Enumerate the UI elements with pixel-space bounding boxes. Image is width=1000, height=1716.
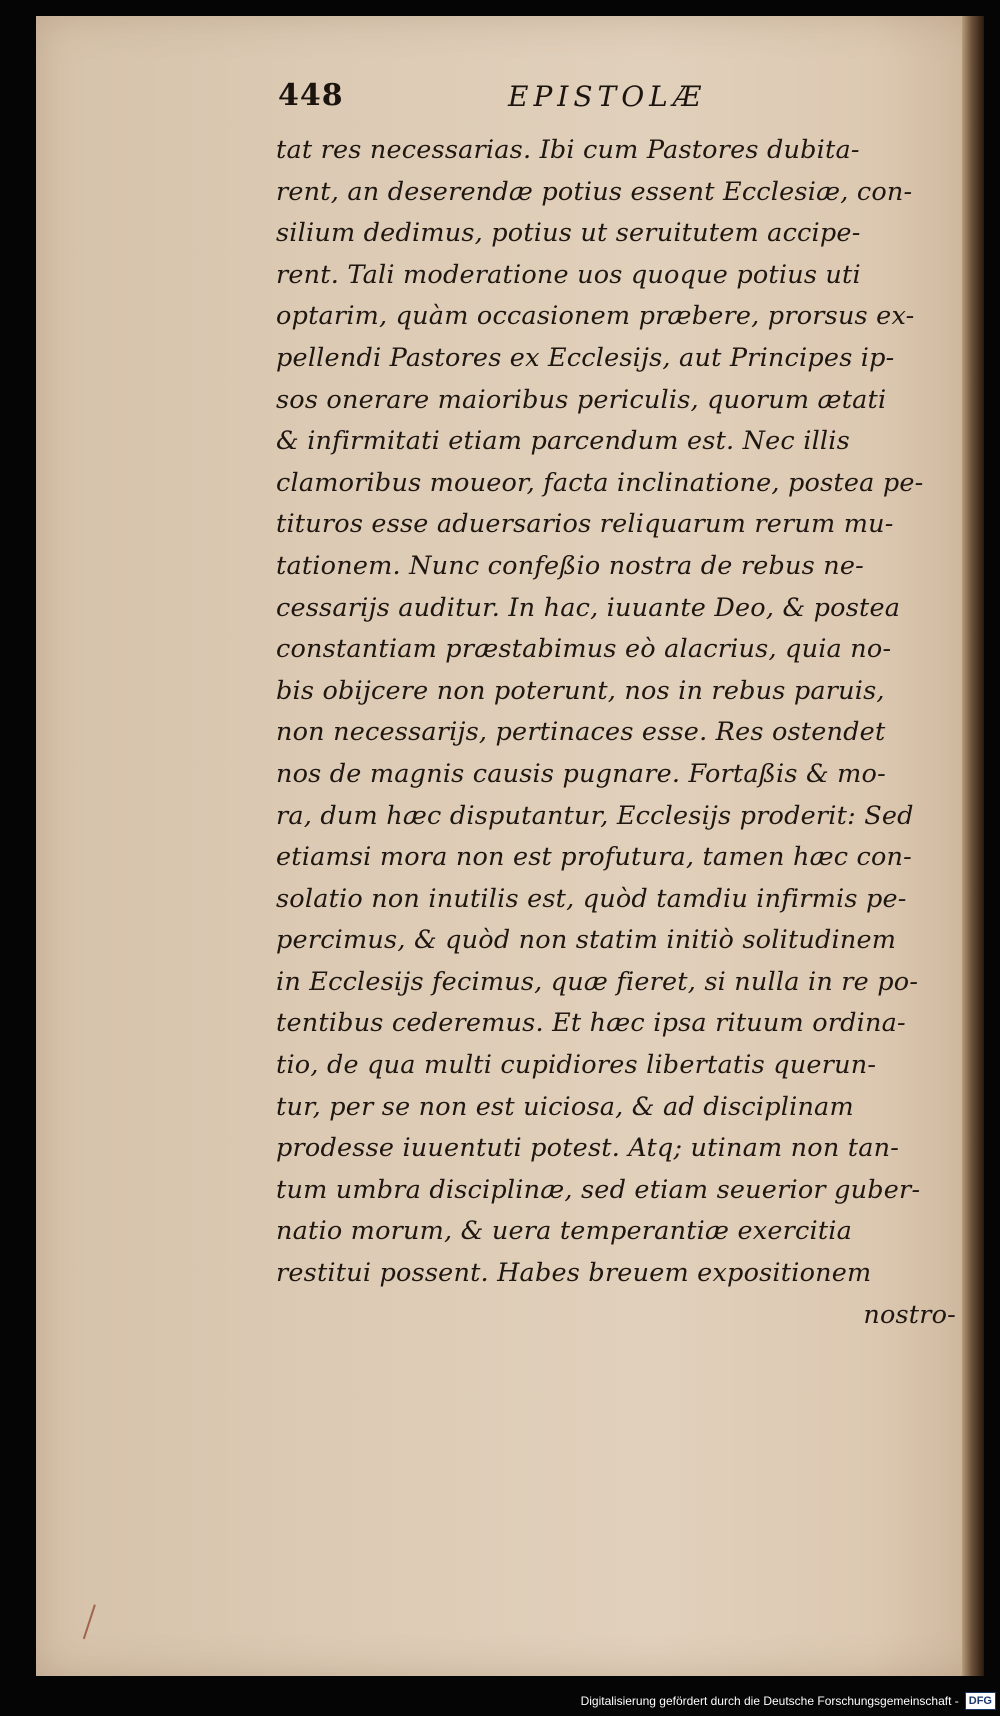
text-line: tationem. Nunc confeßio nostra de rebus ne-	[276, 550, 864, 581]
text-line: tio, de qua multi cupidiores libertatis querun-	[276, 1050, 877, 1081]
text-line: rent, an deserendæ potius essent Ecclesiæ, con-	[276, 176, 913, 207]
text-line: tum umbra disciplinæ, sed etiam seuerior guber-	[276, 1174, 921, 1205]
text-line: optarim, quàm occasionem præbere, prorsus ex-	[276, 301, 915, 332]
margin-mark	[83, 1604, 109, 1643]
text-line: prodesse iuuentuti potest. Atq; utinam non tan-	[276, 1133, 900, 1164]
text-line: restitui possent. Habes breuem expositionem	[276, 1258, 872, 1289]
text-line: etiamsi mora non est profutura, tamen hæc con-	[276, 842, 912, 873]
text-line: tituros esse aduersarios reliquarum rerum mu-	[276, 509, 894, 540]
page-header	[276, 78, 916, 130]
text-line: solatio non inutilis est, quòd tamdiu infirmis pe-	[276, 883, 907, 914]
credit-text: Digitalisierung gefördert durch die Deutsche Forschungsgemeinschaft -	[580, 1694, 959, 1708]
text-line: constantiam præstabimus eò alacrius, quia no-	[276, 634, 892, 665]
text-line: clamoribus moueor, facta inclinatione, postea pe-	[276, 467, 924, 498]
text-line: rent. Tali moderatione uos quoque potius uti	[276, 259, 861, 290]
text-line: percimus, & quòd non statim initiò solitudinem	[276, 925, 897, 956]
book-page	[36, 16, 984, 1676]
text-line: silium dedimus, potius ut seruitutem accipe-	[276, 218, 861, 249]
running-head: EPISTOLÆ	[508, 80, 706, 113]
text-line: cessarijs auditur. In hac, iuuante Deo, & postea	[276, 592, 901, 623]
text-line: sos onerare maioribus periculis, quorum ætati	[276, 384, 887, 415]
catchword: nostro-	[863, 1299, 956, 1330]
text-line: in Ecclesijs fecimus, quæ fieret, si nulla in re po-	[276, 966, 919, 997]
text-line: non necessarijs, pertinaces esse. Res ostendet	[276, 717, 886, 748]
digitization-credit	[581, 1688, 996, 1714]
page-number: 448	[278, 78, 344, 113]
text-line: tur, per se non est uiciosa, & ad disciplinam	[276, 1091, 854, 1122]
text-line: tentibus cederemus. Et hæc ipsa rituum ordina-	[276, 1008, 906, 1039]
text-line: natio morum, & uera temperantiæ exercitia	[276, 1216, 853, 1247]
body-text	[276, 130, 956, 1336]
page-edge	[962, 16, 984, 1676]
text-line: tat res necessarias. Ibi cum Pastores dubita-	[276, 135, 860, 165]
text-line: pellendi Pastores ex Ecclesijs, aut Principes ip-	[276, 342, 895, 373]
text-line: nos de magnis causis pugnare. Fortaßis & mo-	[276, 758, 886, 789]
dfg-logo: DFG	[965, 1692, 996, 1710]
text-line: & infirmitati etiam parcendum est. Nec illis	[276, 426, 850, 457]
text-line: bis obijcere non poterunt, nos in rebus paruis,	[276, 675, 885, 706]
text-line: ra, dum hæc disputantur, Ecclesijs proderit: Sed	[276, 800, 914, 831]
